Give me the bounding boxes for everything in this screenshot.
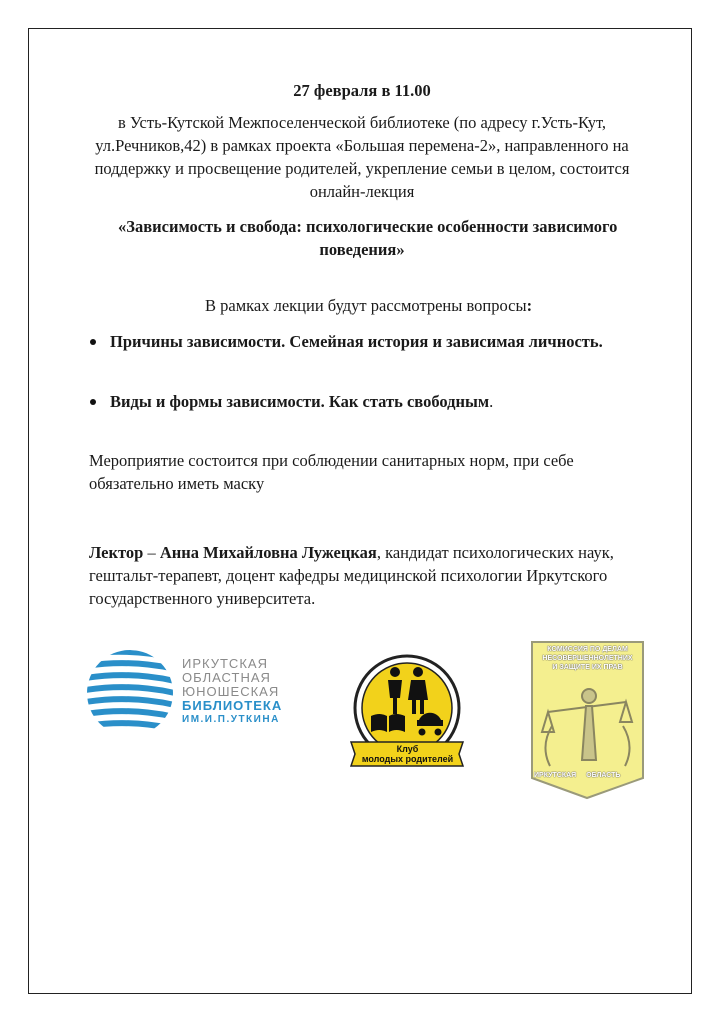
intro-line-3: поддержку и просвещение родителей, укрепление семьи в целом, состоится [94,159,630,178]
lecturer-line-2: гештальт-терапевт, доцент кафедры медицинской психологии Иркутского [89,566,608,585]
intro-line-1: в Усть-Кутской Межпоселенческой библиотеке (по адресу г.Усть-Кут, [117,113,607,132]
lecturer-line-1: Лектор – Анна Михайловна Лужецкая, кандидат психологических наук, [89,543,614,562]
bullet-icon [90,339,96,345]
intro-line-4: онлайн-лекция [309,182,415,201]
club-logo [345,650,470,780]
intro-line-2: ул.Речников,42) в рамках проекта «Большая перемена-2», направленного на [95,136,629,155]
event-date: 27 февраля в 11.00 [293,81,431,100]
lecture-title-line-2: поведения» [319,240,405,259]
commission-top-line-3: И ЗАЩИТЕ ИХ ПРАВ [552,664,623,671]
sanitary-line-1: Мероприятие состоится при соблюдении санитарных норм, при себе [89,451,574,470]
question-item-1: Причины зависимости. Семейная история и зависимая личность. [110,332,603,351]
library-logo-line-1: ИРКУТСКАЯ [182,656,268,671]
bullet-icon [90,399,96,405]
sanitary-line-2: обязательно иметь маску [89,474,265,493]
lecturer-line-3: государственного университета. [89,589,316,608]
club-logo-line-1: Клуб [396,744,419,754]
globe-emblem-icon [85,650,175,732]
library-logo-line-3: ЮНОШЕСКАЯ [182,684,280,699]
commission-top-line-2: НЕСОВЕРШЕННОЛЕТНИХ [542,655,633,662]
commission-bottom-line-2: ОБЛАСТЬ [586,772,621,779]
commission-emblem [530,640,645,800]
commission-top-line-1: КОМИССИЯ ПО ДЕЛАМ [547,646,628,653]
commission-bottom-line-1: ИРКУТСКАЯ [534,772,577,779]
library-logo-line-2: ОБЛАСТНАЯ [182,670,271,685]
lecture-title-line-1: «Зависимость и свобода: психологические особенности зависимого [118,217,618,236]
library-logo-line-5: ИМ.И.П.УТКИНА [182,714,280,725]
question-item-2: Виды и формы зависимости. Как стать свободным. [110,392,494,411]
library-logo [85,648,310,738]
library-logo-line-4: БИБЛИОТЕКА [182,698,283,713]
questions-intro: В рамках лекции будут рассмотрены вопросы: [205,296,533,315]
club-logo-line-2: молодых родителей [361,754,454,764]
